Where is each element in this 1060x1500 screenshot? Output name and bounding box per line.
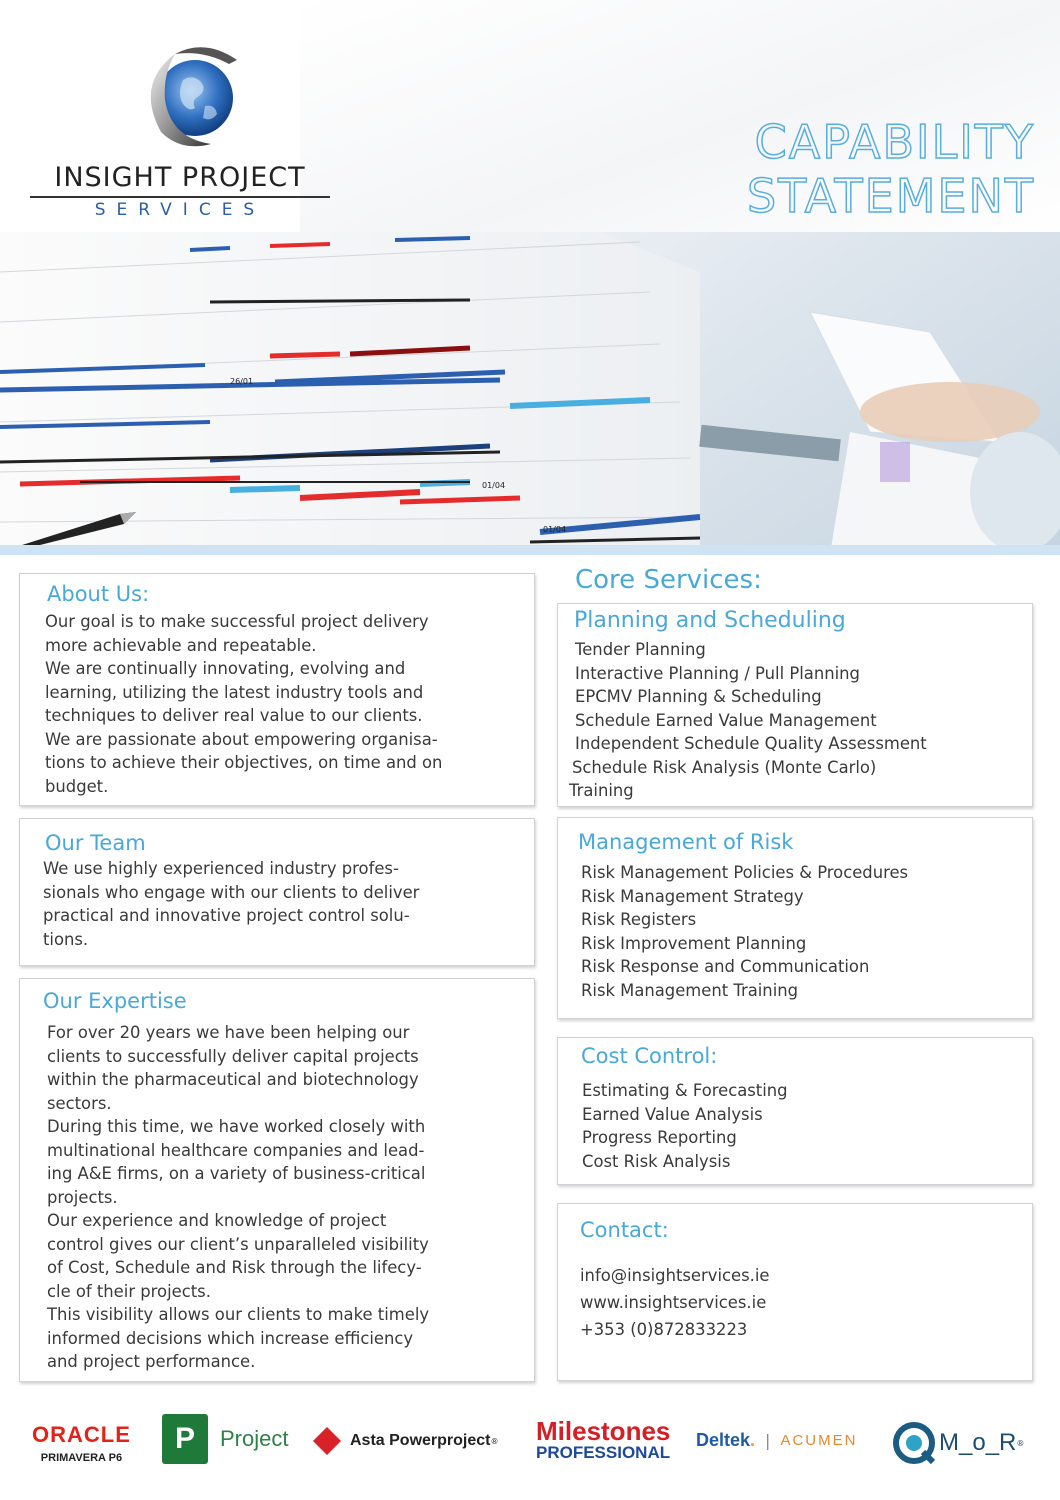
cost-list: [582, 1079, 788, 1173]
contact-email[interactable]: info@insightservices.ie: [580, 1266, 770, 1285]
core-services-heading: Core Services:: [575, 565, 762, 595]
brand-name: INSIGHT PROJECT: [54, 162, 306, 193]
our-expertise-panel: [19, 978, 535, 1382]
text-line: of Cost, Schedule and Risk through the lifecy-: [47, 1258, 422, 1277]
acumen-wordmark: ACUMEN: [780, 1432, 858, 1449]
cost-heading: Cost Control:: [581, 1044, 718, 1068]
text-line: within the pharmaceutical and biotechnology: [47, 1070, 419, 1089]
list-item: Independent Schedule Quality Assessment: [575, 734, 927, 753]
text-line: cle of their projects.: [47, 1281, 211, 1301]
title-line-2: STATEMENT: [746, 169, 1035, 223]
gantt-banner-image: [0, 232, 1060, 554]
planning-list: [569, 638, 927, 803]
expertise-heading: Our Expertise: [43, 989, 187, 1013]
planning-panel: [557, 603, 1033, 807]
mor-registered-mark: ®: [1016, 1438, 1025, 1448]
text-line: informed decisions which increase efficiency: [47, 1328, 414, 1348]
ms-project-icon: P: [162, 1414, 208, 1464]
text-line: more achievable and repeatable.: [45, 635, 317, 655]
text-line: tions to achieve their objectives, on time and on: [45, 753, 443, 772]
risk-panel: [557, 817, 1033, 1019]
mor-wordmark: M_o_R: [939, 1429, 1017, 1456]
contact-details: [580, 1262, 770, 1343]
list-item: Progress Reporting: [582, 1128, 737, 1147]
contact-heading: Contact:: [580, 1218, 669, 1242]
contact-website[interactable]: www.insightservices.ie: [580, 1293, 767, 1312]
list-item: Schedule Risk Analysis (Monte Carlo): [572, 757, 877, 777]
contact-phone[interactable]: +353 (0)872833223: [580, 1320, 748, 1339]
contact-panel: [557, 1203, 1033, 1381]
list-item: Schedule Earned Value Management: [575, 710, 877, 730]
mor-circle-icon: [893, 1422, 935, 1464]
gantt-label: 01/04: [543, 525, 567, 534]
text-line: This visibility allows our clients to make timely: [47, 1305, 430, 1324]
text-line: learning, utilizing the latest industry tools and: [45, 682, 424, 702]
text-line: practical and innovative project control solu-: [43, 906, 410, 925]
expertise-text: [47, 1021, 429, 1374]
list-item: Risk Improvement Planning: [581, 933, 807, 953]
list-item: Tender Planning: [575, 640, 706, 659]
list-item: Training: [569, 781, 634, 800]
text-line: For over 20 years we have been helping our: [47, 1023, 410, 1042]
text-line: control gives our client’s unparalleled visibility: [47, 1234, 429, 1254]
deltek-wordmark: Deltek: [696, 1430, 751, 1450]
list-item: Risk Management Training: [581, 980, 799, 1000]
list-item: Risk Response and Communication: [581, 957, 870, 976]
text-line: tions.: [43, 929, 89, 949]
text-line: projects.: [47, 1187, 118, 1207]
team-heading: Our Team: [45, 831, 146, 855]
text-line: Our experience and knowledge of project: [47, 1211, 387, 1230]
brand-divider: [30, 196, 330, 198]
cost-control-panel: [557, 1037, 1033, 1185]
list-item: Cost Risk Analysis: [582, 1151, 731, 1171]
banner-accent-band: [0, 545, 1060, 555]
ms-project-logo: [162, 1414, 288, 1464]
list-item: Risk Management Strategy: [581, 886, 804, 906]
brand-tagline: SERVICES: [94, 200, 266, 220]
asta-powerproject-logo: [312, 1426, 498, 1456]
primavera-wordmark: PRIMAVERA P6: [40, 1452, 123, 1464]
text-line: clients to successfully deliver capital projects: [47, 1046, 419, 1066]
our-team-panel: [19, 818, 535, 966]
project-wordmark: Project: [220, 1426, 289, 1451]
gantt-illustration: [0, 232, 1060, 554]
text-line: sionals who engage with our clients to deliver: [43, 882, 420, 902]
company-logo: [30, 20, 330, 220]
text-line: Our goal is to make successful project delivery: [45, 612, 429, 631]
list-item: Interactive Planning / Pull Planning: [575, 663, 860, 683]
team-text: [43, 857, 419, 951]
text-line: ing A&E firms, on a variety of business-critical: [47, 1164, 426, 1183]
page-title: [747, 115, 1035, 223]
oracle-primavera-logo: [32, 1422, 131, 1464]
about-text: [45, 610, 442, 798]
about-us-panel: [19, 573, 535, 806]
list-item: Earned Value Analysis: [582, 1104, 763, 1124]
about-heading: About Us:: [47, 582, 150, 606]
title-line-1: CAPABILITY: [754, 115, 1035, 169]
text-line: During this time, we have worked closely with: [47, 1117, 426, 1136]
text-line: and project performance.: [47, 1352, 256, 1371]
milestones-professional-wordmark: PROFESSIONAL: [536, 1443, 671, 1462]
text-line: We are passionate about empowering organisa-: [45, 729, 438, 749]
gantt-label: 26/01: [230, 377, 254, 386]
text-line: We are continually innovating, evolving and: [45, 659, 406, 678]
deltek-acumen-logo: [696, 1430, 857, 1451]
risk-list: [581, 861, 908, 1002]
list-item: Estimating & Forecasting: [582, 1081, 788, 1100]
gantt-label: 01/04: [482, 481, 506, 490]
asta-registered-mark: ®: [490, 1436, 499, 1446]
mor-logo: [893, 1422, 1024, 1464]
text-line: budget.: [45, 776, 109, 796]
list-item: Risk Management Policies & Procedures: [581, 863, 909, 882]
partner-logos: [0, 1408, 1060, 1488]
list-item: EPCMV Planning & Scheduling: [575, 687, 822, 706]
globe-logo-icon: [135, 40, 245, 150]
logo-separator: |: [765, 1431, 771, 1450]
text-line: multinational healthcare companies and lead-: [47, 1140, 425, 1160]
deltek-dot: .: [750, 1430, 756, 1450]
text-line: We use highly experienced industry profes-: [43, 859, 399, 878]
text-line: techniques to deliver real value to our clients.: [45, 706, 423, 725]
oracle-wordmark: ORACLE: [32, 1422, 131, 1447]
asta-wordmark: Asta Powerproject: [350, 1432, 491, 1449]
text-line: sectors.: [47, 1093, 112, 1113]
asta-diamond-icon: [312, 1426, 342, 1456]
list-item: Risk Registers: [581, 910, 697, 929]
risk-heading: Management of Risk: [578, 830, 794, 854]
milestones-professional-logo: [536, 1418, 670, 1462]
milestones-wordmark: Milestones: [536, 1416, 671, 1446]
planning-heading: Planning and Scheduling: [574, 608, 846, 633]
